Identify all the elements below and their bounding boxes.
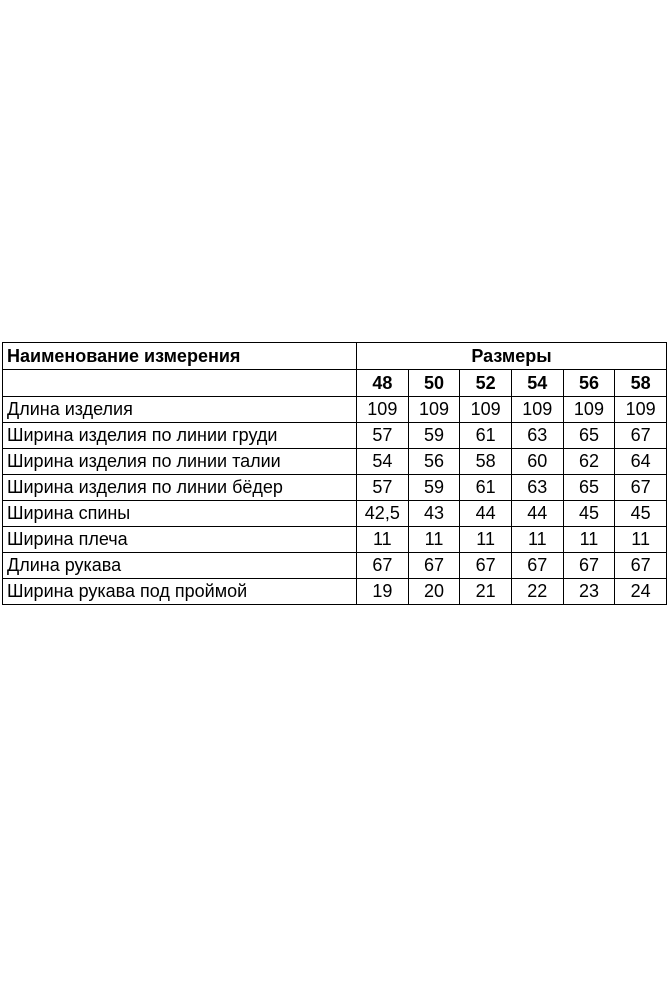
table-row (3, 501, 667, 527)
measurement-value: 57 (357, 423, 409, 449)
measurement-name: Ширина изделия по линии бёдер (3, 475, 357, 501)
measurement-value: 24 (615, 579, 667, 605)
measurement-value: 45 (615, 501, 667, 527)
measurement-name: Ширина изделия по линии талии (3, 449, 357, 475)
measurement-value: 61 (460, 475, 512, 501)
measurement-value: 67 (563, 553, 615, 579)
empty-header-cell (3, 370, 357, 397)
measurement-value: 109 (563, 397, 615, 423)
size-header-cell: 54 (511, 370, 563, 397)
measurement-value: 23 (563, 579, 615, 605)
measurement-value: 11 (408, 527, 460, 553)
measurement-value: 109 (615, 397, 667, 423)
header-row (3, 343, 667, 370)
measurement-value: 56 (408, 449, 460, 475)
measurement-name-header: Наименование измерения (3, 343, 357, 370)
size-header-cell: 52 (460, 370, 512, 397)
measurement-value: 11 (511, 527, 563, 553)
measurement-value: 67 (408, 553, 460, 579)
measurement-value: 109 (357, 397, 409, 423)
measurement-value: 62 (563, 449, 615, 475)
measurement-value: 109 (511, 397, 563, 423)
size-chart-table (2, 342, 667, 605)
sizes-header: Размеры (357, 343, 667, 370)
measurement-name: Ширина спины (3, 501, 357, 527)
measurement-value: 65 (563, 475, 615, 501)
measurement-value: 67 (615, 553, 667, 579)
measurement-value: 19 (357, 579, 409, 605)
measurement-value: 44 (511, 501, 563, 527)
measurement-value: 22 (511, 579, 563, 605)
measurement-value: 63 (511, 475, 563, 501)
measurement-value: 60 (511, 449, 563, 475)
table-row (3, 579, 667, 605)
measurement-value: 44 (460, 501, 512, 527)
table-row (3, 475, 667, 501)
table-row (3, 449, 667, 475)
measurement-value: 59 (408, 423, 460, 449)
measurement-value: 20 (408, 579, 460, 605)
sizes-row (3, 370, 667, 397)
measurement-value: 58 (460, 449, 512, 475)
measurement-name: Ширина рукава под проймой (3, 579, 357, 605)
measurement-value: 67 (615, 423, 667, 449)
measurement-value: 64 (615, 449, 667, 475)
measurement-value: 65 (563, 423, 615, 449)
table-row (3, 527, 667, 553)
measurement-value: 109 (460, 397, 512, 423)
size-header-cell: 58 (615, 370, 667, 397)
measurement-value: 57 (357, 475, 409, 501)
measurement-value: 63 (511, 423, 563, 449)
measurement-value: 11 (615, 527, 667, 553)
table-row (3, 397, 667, 423)
measurement-name: Ширина изделия по линии груди (3, 423, 357, 449)
measurement-value: 54 (357, 449, 409, 475)
measurement-value: 67 (357, 553, 409, 579)
measurement-value: 42,5 (357, 501, 409, 527)
measurement-value: 67 (460, 553, 512, 579)
measurement-value: 21 (460, 579, 512, 605)
measurement-value: 67 (615, 475, 667, 501)
measurement-value: 67 (511, 553, 563, 579)
size-header-cell: 56 (563, 370, 615, 397)
measurement-value: 109 (408, 397, 460, 423)
measurement-name: Длина изделия (3, 397, 357, 423)
table-row (3, 553, 667, 579)
size-header-cell: 48 (357, 370, 409, 397)
measurement-name: Длина рукава (3, 553, 357, 579)
measurement-value: 43 (408, 501, 460, 527)
measurement-value: 11 (460, 527, 512, 553)
table-row (3, 423, 667, 449)
measurement-value: 61 (460, 423, 512, 449)
size-header-cell: 50 (408, 370, 460, 397)
measurement-value: 59 (408, 475, 460, 501)
measurement-value: 11 (357, 527, 409, 553)
measurement-value: 11 (563, 527, 615, 553)
measurement-value: 45 (563, 501, 615, 527)
measurement-name: Ширина плеча (3, 527, 357, 553)
